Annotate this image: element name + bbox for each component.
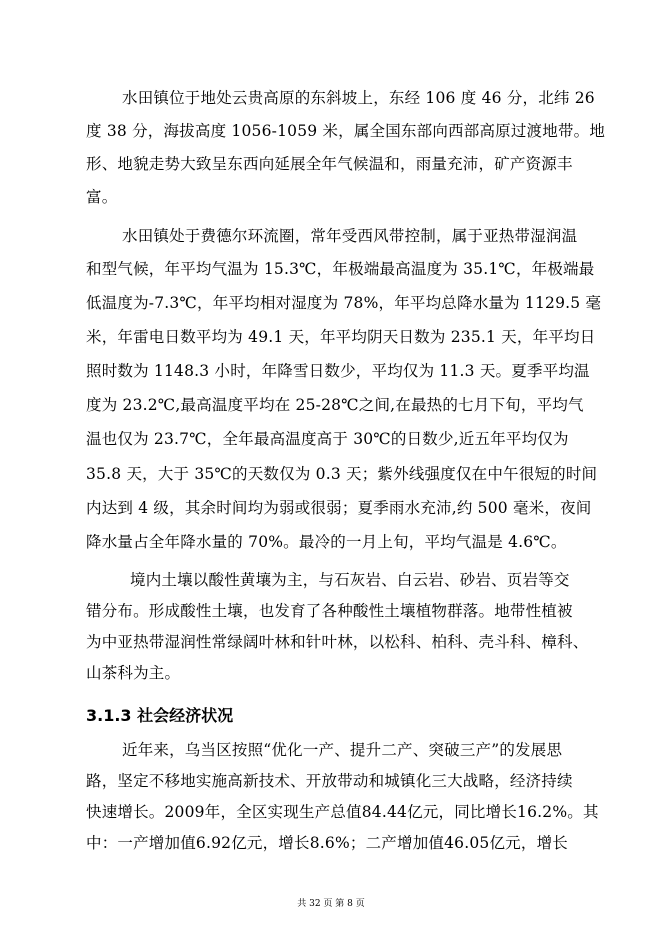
paragraph-line: 内达到 4 级，其余时间均为弱或很弱；夏季雨水充沛,约 500 毫米，夜间 (86, 499, 592, 517)
paragraph-line: 路，坚定不移地实施高新技术、开放带动和城镇化三大战略，经济持续 (86, 772, 573, 790)
paragraph-line: 米，年雷电日数平均为 49.1 天，年平均阴天日数为 235.1 天，年平均日 (86, 328, 596, 346)
paragraph-line: 水田镇位于地处云贵高原的东斜坡上，东经 106 度 46 分，北纬 26 (122, 89, 595, 107)
paragraph-line: 境内土壤以酸性黄壤为主，与石灰岩、白云岩、砂岩、页岩等交 (130, 571, 570, 589)
paragraph-line: 富。 (86, 188, 118, 206)
paragraph-line: 中：一产增加值6.92亿元，增长8.6%；二产增加值46.05亿元，增长 (86, 834, 568, 852)
paragraph-line: 快速增长。2009年，全区实现生产总值84.44亿元，同比增长16.2%。其 (86, 803, 599, 821)
section-heading: 3.1.3 社会经济状况 (86, 706, 234, 725)
paragraph-line: 度 38 分，海拔高度 1056-1059 米，属全国东部向西部高原过渡地带。地 (86, 122, 606, 140)
paragraph-line: 降水量占全年降水量的 70%。最冷的一月上旬，平均气温是 4.6℃。 (86, 533, 567, 551)
paragraph-line: 低温度为-7.3℃，年平均相对湿度为 78%，年平均总降水量为 1129.5 毫 (86, 294, 602, 312)
paragraph-line: 为中亚热带湿润性常绿阔叶林和针叶林，以松科、柏科、壳斗科、樟科、 (86, 633, 589, 651)
paragraph-line: 温也仅为 23.7℃，全年最高温度高于 30℃的日数少,近五年平均仅为 (86, 430, 569, 448)
paragraph-line: 照时数为 1148.3 小时，年降雪日数少，平均仅为 11.3 天。夏季平均温 (86, 362, 590, 380)
paragraph-line: 近年来，乌当区按照“优化一产、提升二产、突破三产”的发展思 (122, 741, 563, 759)
paragraph-line: 35.8 天，大于 35℃的天数仅为 0.3 天；紫外线强度仅在中午很短的时间 (86, 465, 598, 483)
paragraph-line: 和型气候，年平均气温为 15.3℃，年极端最高温度为 35.1℃，年极端最 (86, 260, 595, 278)
paragraph-line: 山茶科为主。 (86, 664, 181, 682)
paragraph-line: 形、地貌走势大致呈东西向延展全年气候温和，雨量充沛，矿产资源丰 (86, 155, 573, 173)
page-footer: 共 32 页 第 8 页 (297, 899, 365, 909)
paragraph-line: 错分布。形成酸性土壤，也发育了各种酸性土壤植物群落。地带性植被 (86, 602, 573, 620)
paragraph-line: 水田镇处于费德尔环流圈，常年受西风带控制，属于亚热带湿润温 (122, 227, 578, 245)
paragraph-line: 度为 23.2℃,最高温度平均在 25-28℃之间,在最热的七月下旬，平均气 (86, 396, 584, 414)
